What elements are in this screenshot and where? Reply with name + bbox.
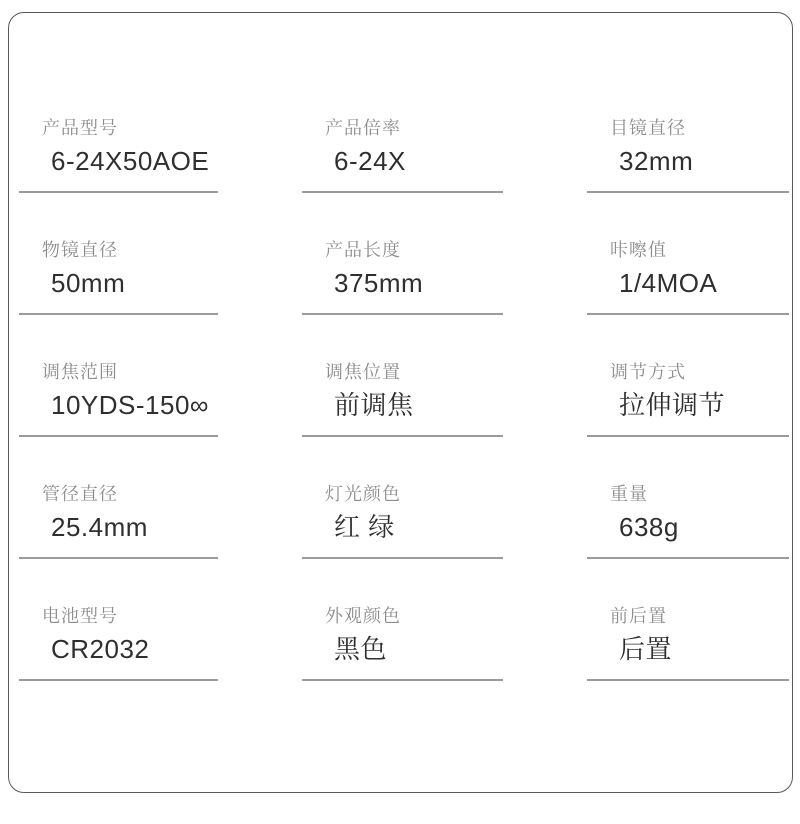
spec-label: 电池型号	[42, 606, 118, 626]
spec-value: 1/4MOA	[619, 268, 718, 298]
spec-item-weight	[587, 437, 789, 559]
spec-label: 调焦位置	[325, 362, 401, 382]
spec-value: 638g	[619, 512, 679, 542]
spec-item-focus-position	[302, 315, 503, 437]
spec-value: 后置	[619, 634, 673, 664]
spec-value: 6-24X50AOE	[51, 146, 210, 176]
spec-value: 25.4mm	[51, 512, 148, 542]
spec-label: 灯光颜色	[325, 484, 401, 504]
spec-item-magnification	[302, 71, 503, 193]
spec-item-objective-diameter	[19, 193, 218, 315]
spec-item-tube-diameter	[19, 437, 218, 559]
spec-value: 6-24X	[334, 146, 406, 176]
spec-value: 红 绿	[334, 512, 395, 542]
spec-item-front-rear-mount	[587, 559, 789, 681]
spec-label: 产品型号	[42, 118, 118, 138]
spec-grid	[9, 13, 792, 681]
spec-item-product-length	[302, 193, 503, 315]
spec-item-battery-model	[19, 559, 218, 681]
spec-label: 咔嚓值	[610, 240, 667, 260]
spec-label: 物镜直径	[42, 240, 118, 260]
spec-label: 重量	[610, 484, 648, 504]
spec-label: 目镜直径	[610, 118, 686, 138]
product-spec-card	[8, 12, 793, 793]
spec-value: 375mm	[334, 268, 424, 298]
spec-value: 32mm	[619, 146, 694, 176]
spec-label: 调焦范围	[42, 362, 118, 382]
spec-item-adjustment-method	[587, 315, 789, 437]
spec-label: 产品倍率	[325, 118, 401, 138]
spec-label: 调节方式	[610, 362, 686, 382]
spec-value: 50mm	[51, 268, 126, 298]
spec-item-appearance-color	[302, 559, 503, 681]
spec-value: 10YDS-150∞	[51, 390, 209, 420]
spec-value: CR2032	[51, 634, 150, 664]
spec-item-click-value	[587, 193, 789, 315]
spec-label: 前后置	[610, 606, 667, 626]
spec-label: 管径直径	[42, 484, 118, 504]
spec-item-focus-range	[19, 315, 218, 437]
spec-value: 前调焦	[334, 390, 414, 420]
spec-item-eyepiece-diameter	[587, 71, 789, 193]
spec-item-product-model	[19, 71, 218, 193]
spec-value: 拉伸调节	[619, 390, 726, 420]
spec-item-light-color	[302, 437, 503, 559]
spec-label: 外观颜色	[325, 606, 401, 626]
spec-value: 黑色	[334, 634, 388, 664]
spec-label: 产品长度	[325, 240, 401, 260]
